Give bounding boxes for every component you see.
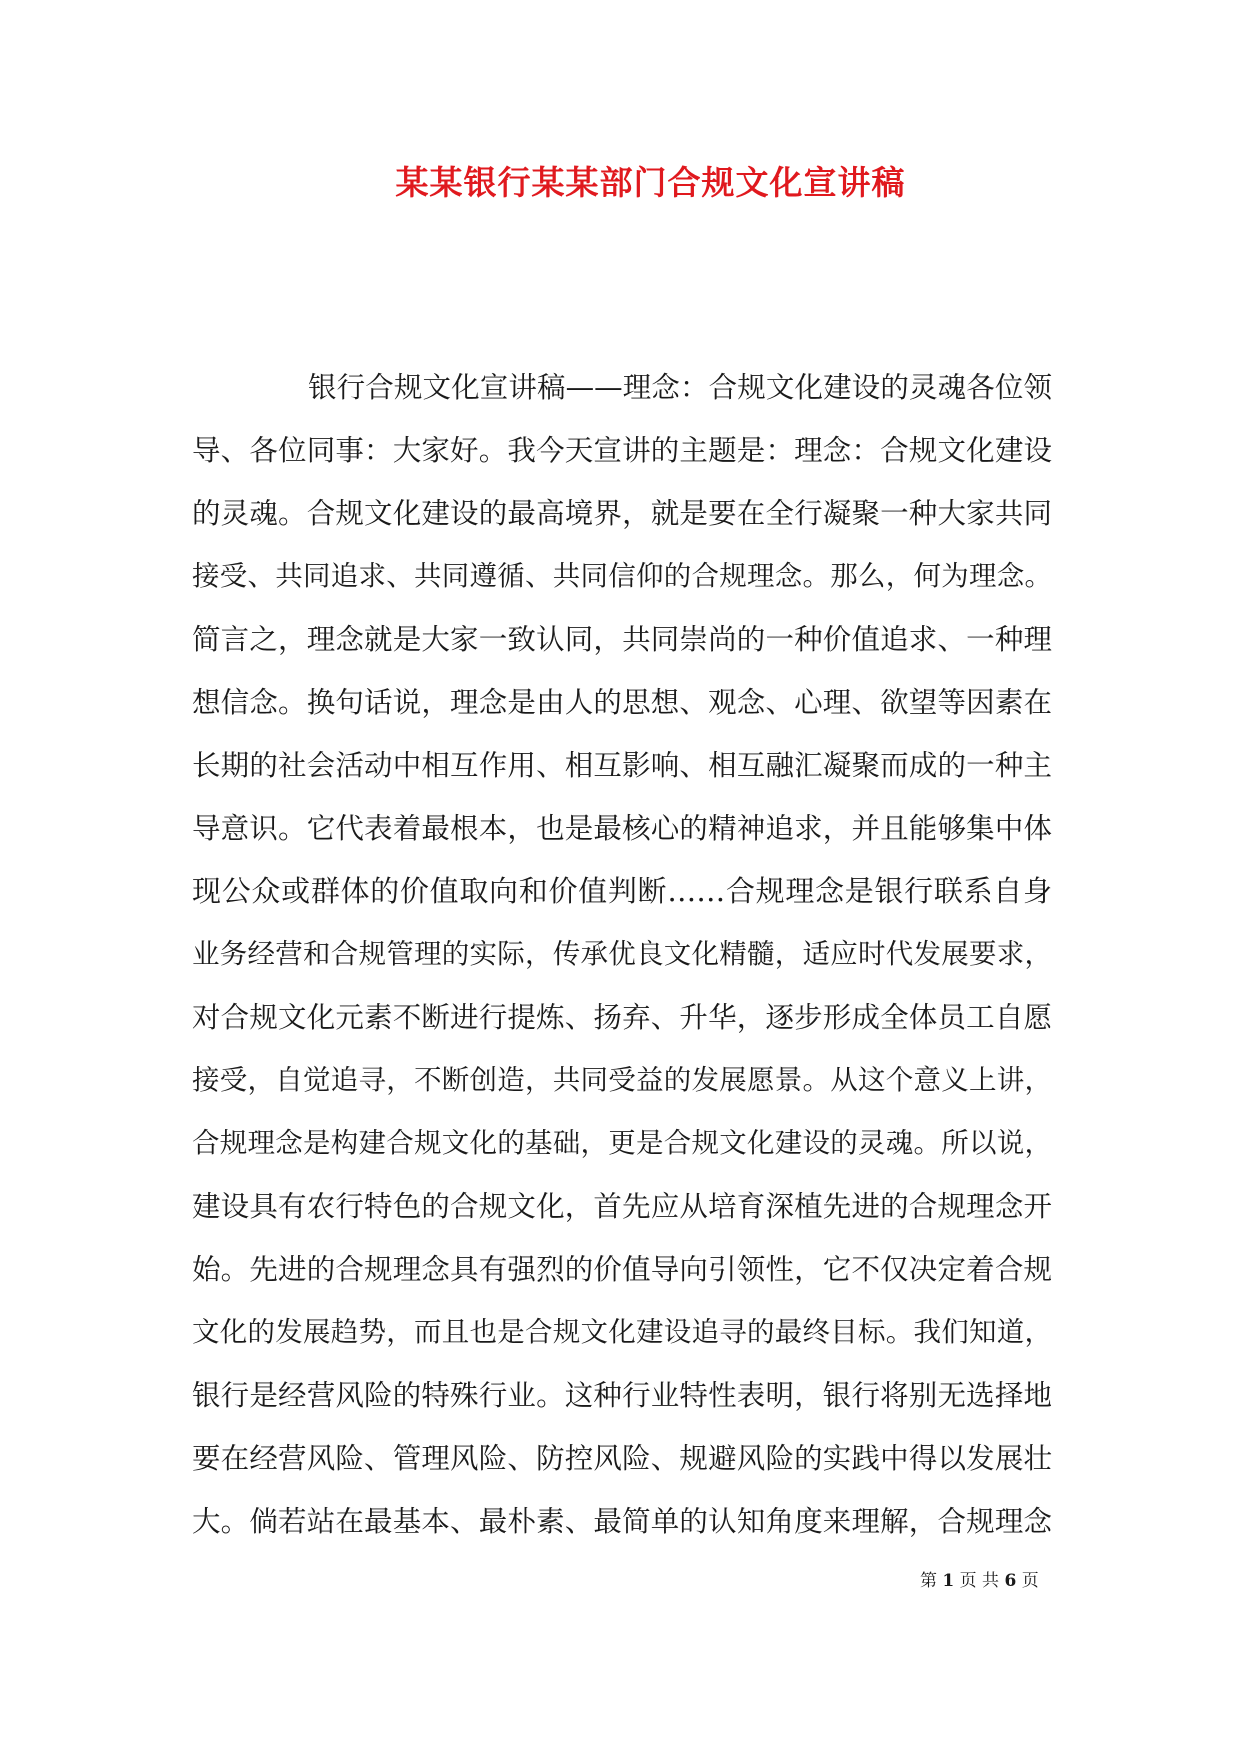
footer-suffix: 页 [1021,1571,1039,1591]
document-body [192,356,1052,1553]
body-line: 的灵魂。合规文化建设的最高境界，就是要在全行凝聚一种大家共同 [192,497,1052,530]
body-line: 现公众或群体的价值取向和价值判断……合规理念是银行联系自身 [192,874,1052,908]
body-line: 文化的发展趋势，而且也是合规文化建设追寻的最终目标。我们知道， [192,1316,1052,1348]
footer-prefix: 第 [920,1571,937,1591]
body-line: 建设具有农行特色的合规文化，首先应从培育深植先进的合规理念开 [192,1190,1052,1223]
body-line: 接受，自觉追寻，不断创造，共同受益的发展愿景。从这个意义上讲， [192,1064,1052,1096]
body-line: 导意识。它代表着最根本，也是最核心的精神追求，并且能够集中体 [192,812,1052,845]
body-line: 对合规文化元素不断进行提炼、扬弃、升华，逐步形成全体员工自愿 [192,1001,1052,1034]
body-line: 想信念。换句话说，理念是由人的思想、观念、心理、欲望等因素在 [192,686,1052,719]
current-page-number: 1 [942,1571,955,1591]
body-line: 银行是经营风险的特殊行业。这种行业特性表明，银行将别无选择地 [192,1379,1052,1412]
body-line: 要在经营风险、管理风险、防控风险、规避风险的实践中得以发展壮 [192,1442,1052,1475]
footer-middle: 页 共 [959,1571,1000,1591]
body-line: 接受、共同追求、共同遵循、共同信仰的合规理念。那么，何为理念。 [192,560,1052,592]
body-line: 简言之，理念就是大家一致认同，共同崇尚的一种价值追求、一种理 [192,623,1052,656]
body-line: 业务经营和合规管理的实际，传承优良文化精髓，适应时代发展要求， [192,938,1052,970]
body-line: 长期的社会活动中相互作用、相互影响、相互融汇凝聚而成的一种主 [192,749,1052,782]
page-footer [920,1566,1060,1591]
body-line: 导、各位同事：大家好。我今天宣讲的主题是：理念：合规文化建设 [192,434,1052,467]
body-line: 始。先进的合规理念具有强烈的价值导向引领性，它不仅决定着合规 [192,1253,1052,1286]
body-line: 银行合规文化宣讲稿——理念：合规文化建设的灵魂各位领 [308,371,1052,404]
total-page-number: 6 [1004,1571,1017,1591]
body-line: 大。倘若站在最基本、最朴素、最简单的认知角度来理解，合规理念 [192,1505,1052,1538]
body-line: 合规理念是构建合规文化的基础，更是合规文化建设的灵魂。所以说， [192,1127,1052,1159]
document-title: 某某银行某某部门合规文化宣讲稿 [395,163,906,202]
